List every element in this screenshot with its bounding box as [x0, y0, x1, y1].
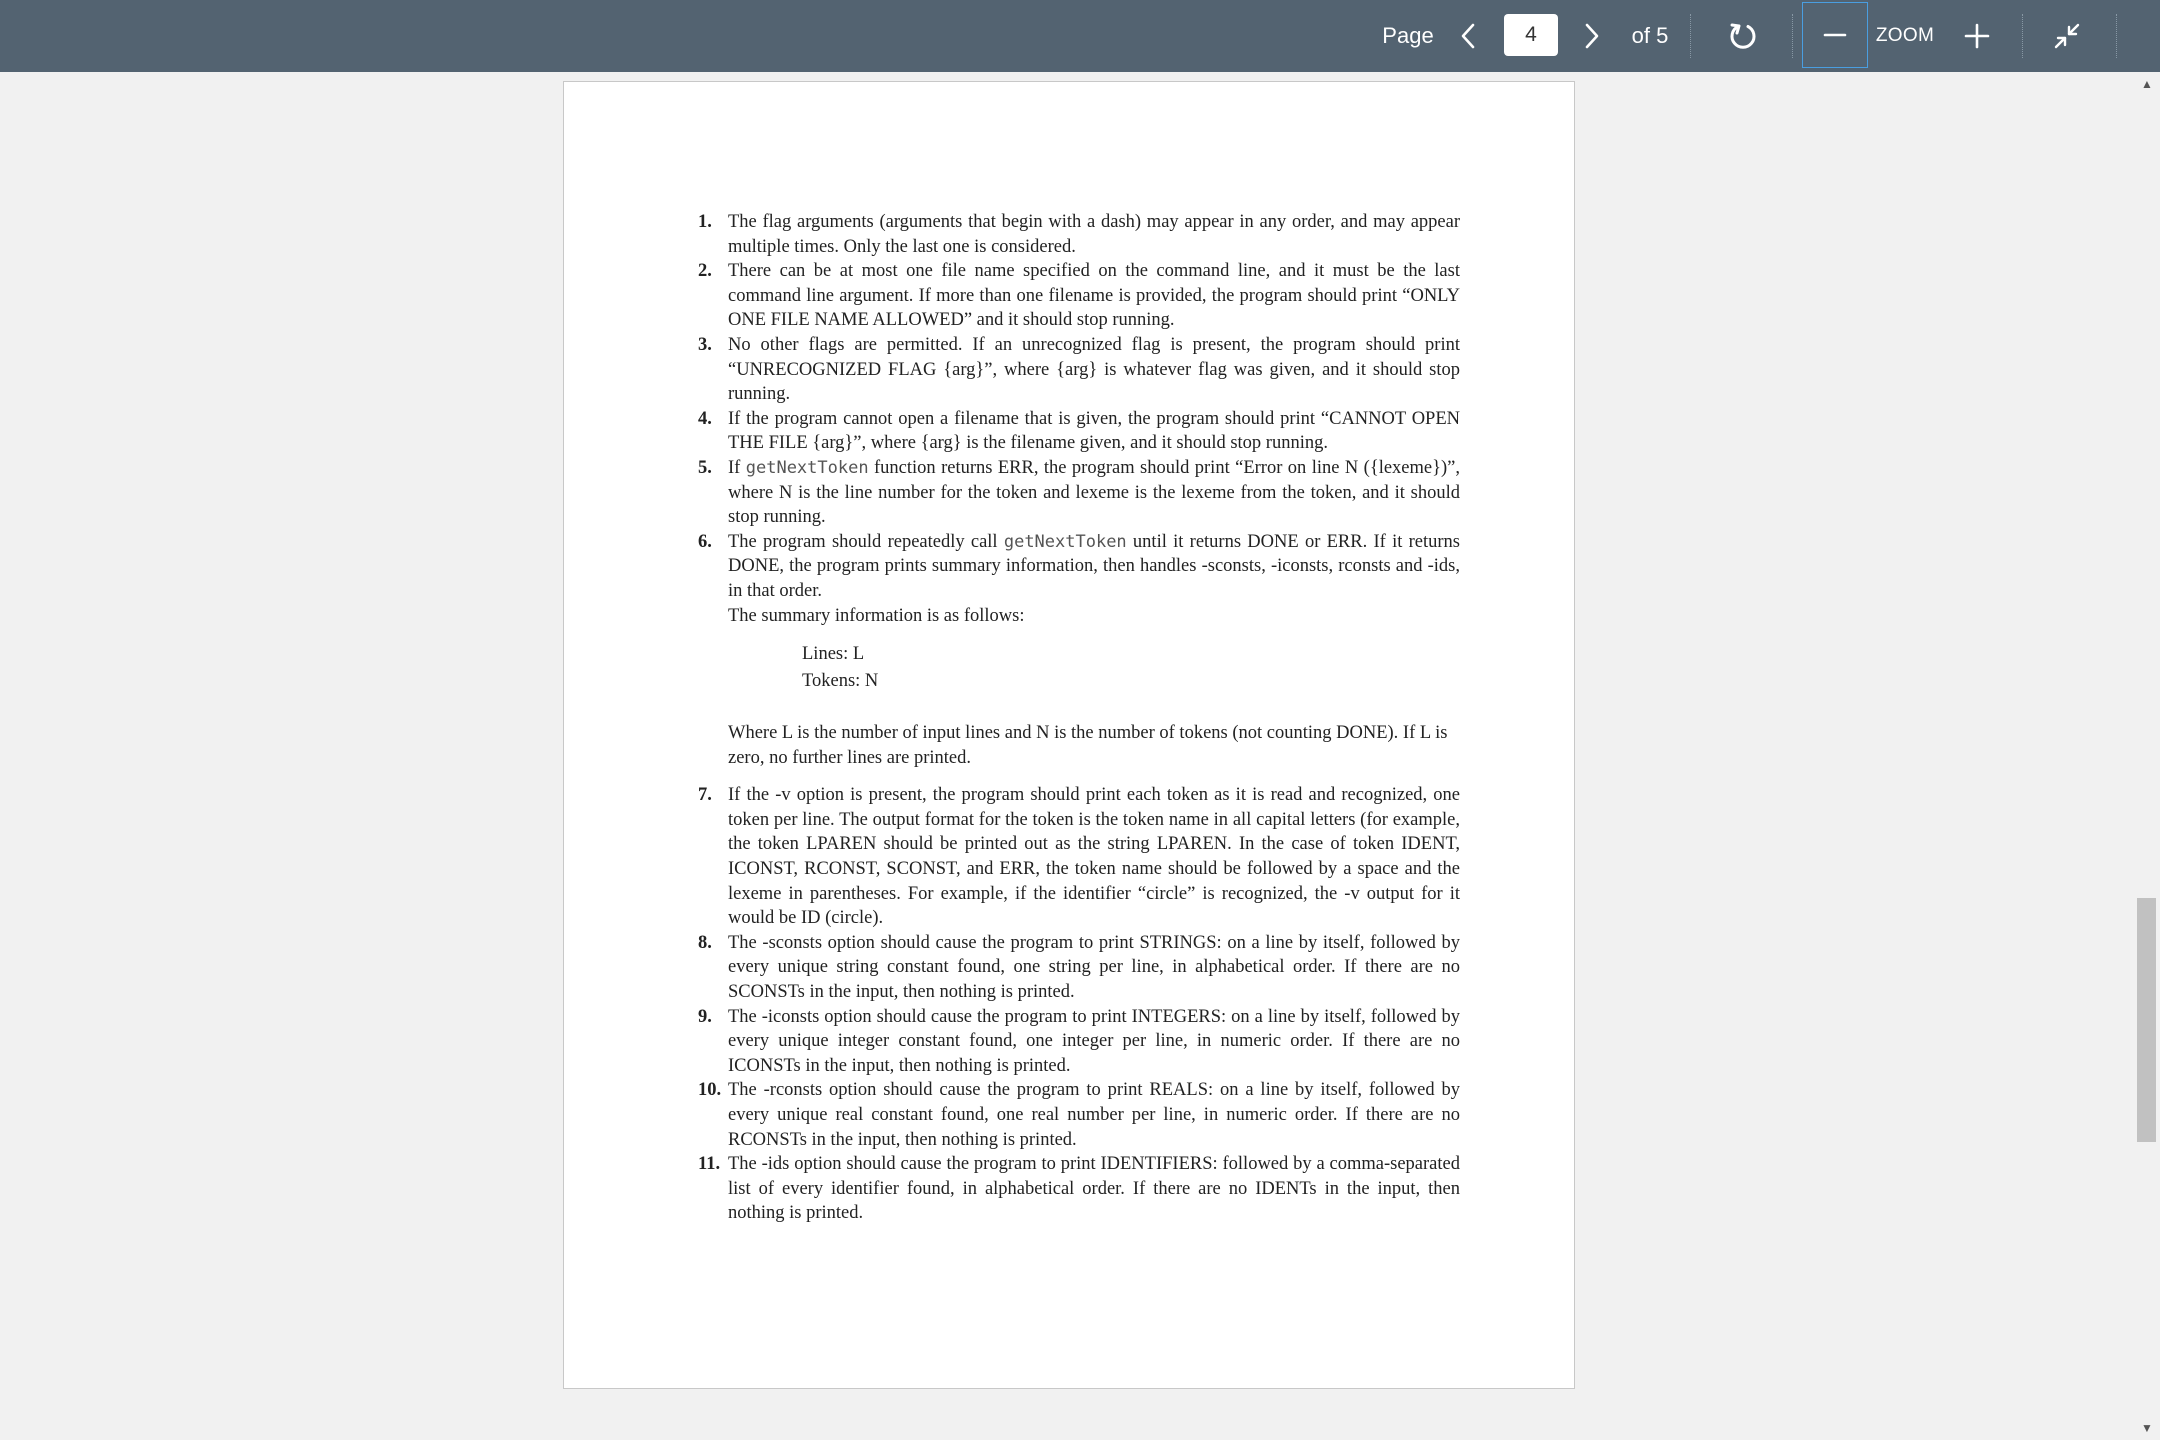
list-item-text: The -sconsts option should cause the program to print STRINGS: on a line by itself, followed by every unique string constant found, one string per line, in alphabetical order. If there are no SCONSTs in the input, then nothing is printed.	[728, 932, 1460, 1003]
list-item-text-pre: The program should repeatedly call	[728, 531, 1004, 552]
page-content	[698, 210, 1460, 1226]
list-item	[698, 931, 1460, 1005]
zoom-label: ZOOM	[1875, 25, 1935, 46]
document-page	[563, 81, 1575, 1389]
summary-line: Tokens: N	[802, 671, 879, 692]
list-item	[698, 259, 1460, 333]
summary-intro: The summary information is as follows:	[728, 605, 1025, 626]
list-item-number: 5.	[698, 457, 712, 478]
list-item-text: The -ids option should cause the program to print IDENTIFIERS: followed by a comma-separated list of every identifier found, in alphabetical order. If there are no IDENTs in the input, then nothing is printed.	[728, 1154, 1460, 1224]
exit-fullscreen-button[interactable]	[2044, 0, 2090, 72]
list-item	[698, 530, 1460, 628]
toolbar-divider	[2022, 14, 2023, 58]
list-item	[698, 1005, 1460, 1079]
list-item-text-post: until it returns DONE or ERR. If it returns DONE, the program prints summary information, then handles -sconsts, -iconsts, rconsts and -ids, in that order.	[728, 531, 1460, 601]
list-item	[698, 333, 1460, 407]
scroll-up-arrow-icon[interactable]: ▲	[2141, 77, 2153, 91]
scrollbar-thumb[interactable]	[2137, 898, 2156, 1142]
list-item-number: 4.	[698, 408, 712, 429]
page-count-label: of 5	[1631, 23, 1669, 48]
list-item	[698, 407, 1460, 456]
list-item	[698, 783, 1460, 931]
list-item	[698, 1152, 1460, 1226]
list-item-number: 10.	[698, 1080, 722, 1101]
list-item-text: No other flags are permitted. If an unrecognized flag is present, the program should print “UNRECOGNIZED FLAG {arg}”, where {arg} is whatever flag was given, and it should stop running.	[728, 334, 1460, 405]
inline-code: getNextToken	[745, 457, 869, 478]
list-item-number: 11.	[698, 1154, 721, 1175]
chevron-right-icon	[1583, 22, 1601, 50]
inline-code: getNextToken	[1003, 531, 1127, 552]
previous-page-button[interactable]	[1448, 0, 1488, 72]
list-item-number: 9.	[698, 1006, 712, 1027]
list-item-number: 3.	[698, 334, 712, 355]
list-item	[698, 210, 1460, 259]
list-item-text: If the program cannot open a filename that is given, the program should print “CANNOT OPEN THE FILE {arg}”, where {arg} is the filename given, and it should stop running.	[728, 408, 1460, 454]
plus-icon	[1964, 23, 1990, 49]
summary-block	[698, 641, 1460, 695]
pdf-toolbar	[0, 0, 2160, 72]
list-item-text-post: function returns ERR, the program should print “Error on line N ({lexeme})”, where N is the line number for the token and lexeme is the lexeme from the token, and it should stop running.	[728, 457, 1460, 528]
list-item-text: The -iconsts option should cause the program to print INTEGERS: on a line by itself, followed by every unique integer constant found, one integer per line, in numeric order. If there are no ICONSTs in the input, then nothing is printed.	[728, 1006, 1460, 1076]
vertical-scrollbar[interactable]	[2134, 72, 2160, 1440]
collapse-arrows-icon	[2052, 21, 2082, 51]
toolbar-divider	[1690, 14, 1691, 58]
toolbar-divider	[2116, 14, 2117, 58]
list-item-text-pre: If	[728, 457, 746, 478]
page-label: Page	[1382, 23, 1434, 48]
list-item-number: 8.	[698, 932, 712, 953]
next-page-button[interactable]	[1572, 0, 1612, 72]
document-viewer	[0, 72, 2160, 1440]
reset-view-button[interactable]	[1720, 0, 1766, 72]
list-item	[698, 1078, 1460, 1152]
minus-icon	[1823, 23, 1847, 47]
list-item-text: If the -v option is present, the program should print each token as it is read and recognized, one token per line. The output format for the token is the token name in all capital letters (for example, the token LPAREN should be printed out as the string LPAREN. In the case of token IDENT, ICONST, RCONST, SCONST, and ERR, the token name should be followed by a space and the lexeme in parentheses. For example, if the identifier “circle” is recognized, the -v output for it would be ID (circle).	[728, 785, 1460, 929]
list-item-number: 2.	[698, 261, 712, 282]
list-item-text: There can be at most one file name specified on the command line, and it must be the last command line argument. If more than one filename is provided, the program should print “ONLY ONE FILE NAME ALLOWED” and it should stop running.	[728, 261, 1460, 331]
summary-explanation: Where L is the number of input lines and N is the number of tokens (not counting DONE). If L is zero, no further lines are printed.	[728, 723, 1448, 768]
summary-line: Lines: L	[802, 644, 865, 665]
list-item-number: 7.	[698, 785, 712, 806]
page-number-input[interactable]	[1504, 14, 1558, 56]
rotate-reset-icon	[1727, 20, 1759, 52]
list-item-text: The flag arguments (arguments that begin with a dash) may appear in any order, and may appear multiple times. Only the last one is considered.	[728, 212, 1460, 257]
list-item-text: The -rconsts option should cause the program to print REALS: on a line by itself, followed by every unique real constant found, one real number per line, in numeric order. If there are no RCONSTs in the input, then nothing is printed.	[728, 1080, 1460, 1150]
zoom-out-button[interactable]	[1802, 2, 1868, 68]
list-item-number: 1.	[698, 212, 712, 232]
zoom-in-button[interactable]	[1954, 0, 2000, 72]
toolbar-divider	[1792, 14, 1793, 58]
chevron-left-icon	[1459, 22, 1477, 50]
list-item-number: 6.	[698, 531, 712, 552]
list-item	[698, 456, 1460, 530]
scroll-down-arrow-icon[interactable]: ▼	[2141, 1421, 2153, 1435]
